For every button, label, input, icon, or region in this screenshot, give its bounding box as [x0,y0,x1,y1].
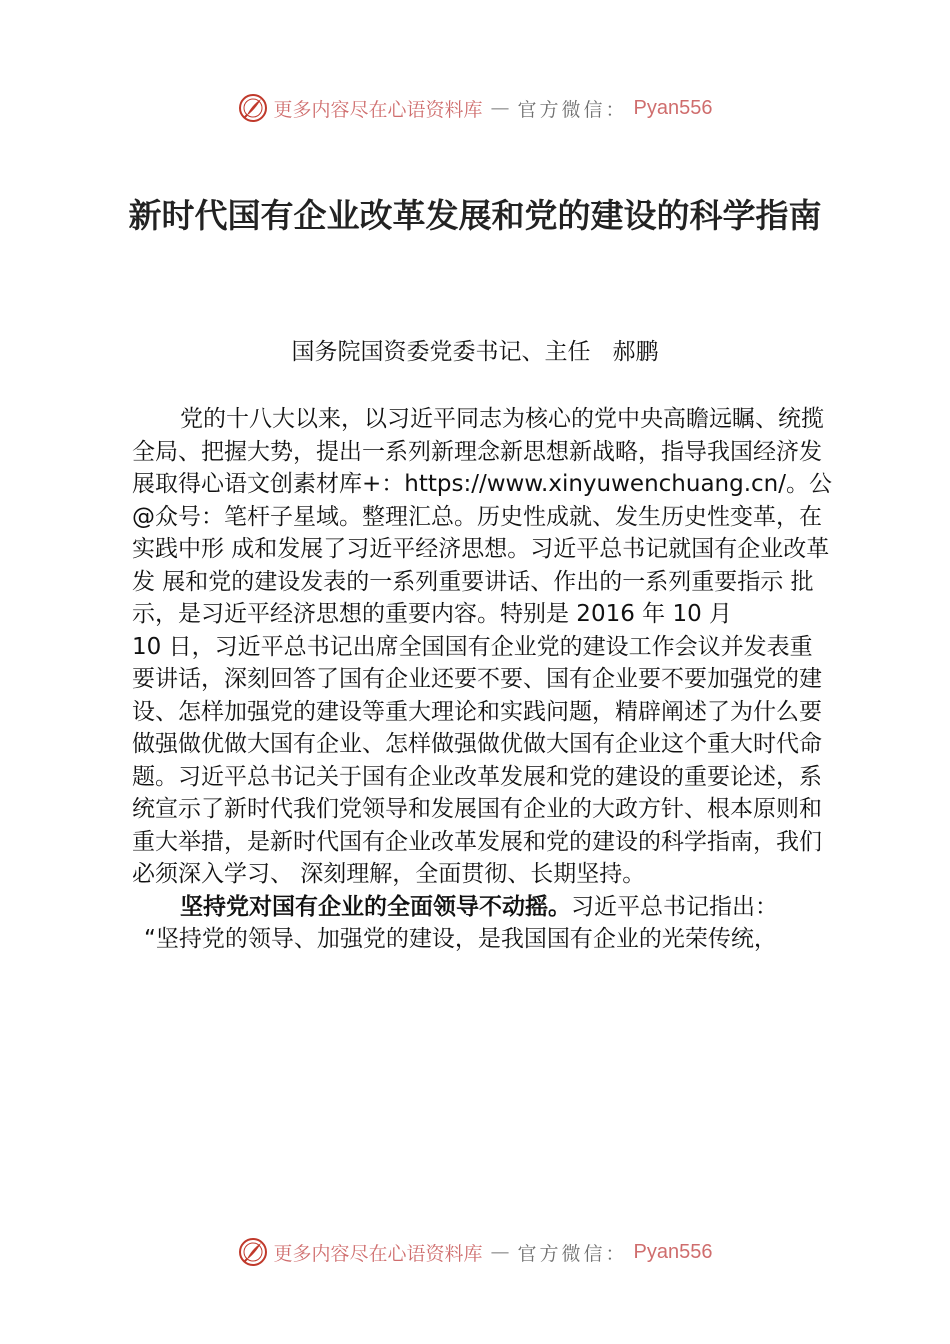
paragraph-2-heading: 坚持党对国有企业的全面领导不动摇。 [180,893,571,920]
page-title: 新时代国有企业改革发展和党的建设的科学指南 [128,196,822,235]
paragraph-3: “坚持党的领导、加强党的建设，是我国国有企业的光荣传统， [144,926,777,952]
feather-pen-logo-icon [238,1237,268,1267]
paragraph-2 [132,891,832,924]
author-line [0,334,950,370]
paragraph-2-text: 习近平总书记指出： [571,893,778,920]
watermark-text: 更多内容尽在心语资料库 [273,1242,483,1265]
paragraph-1b: 10 日，习近平总书记出席全国国有企业党的建设工作会议并发表重要讲话，深刻回答了国有企业还要不要、国有企业要不要加强党的建设、怎样加强党的建设等重大理论和实践问题，精辟阐述了为什么要做强做优做大国有企业、怎样做强做优做大国有企业这个重大时代命题。习近平总书记关于国有企业改革发展和党的建设的重要论述，系统宣示了新时代我们党领导和发展国有企业的大政方针、根本原则和重大举措，是新时代国有企业改革发展和党的建设的科学指南，我们必须深入学习、 深刻理解，全面贯彻、长期坚持。 [132,633,822,887]
document-body [132,403,832,956]
author-name: 郝鹏 [612,339,659,365]
wechat-id: Pyan556 [633,1240,713,1263]
paragraph-1a: 党的十八大以来，以习近平同志为核心的党中央高瞻远瞩、统揽全局、把握大势，提出一系列新理念新思想新战略，指导我国经济发展取得心语文创素材库+：https://www.xinyuwenchuang.cn/。公@众号：笔杆子星域。整理汇总。历史性成就、发生历史性变革，在实践中形 成和发展了习近平经济思想。习近平总书记就国有企业改革发 展和党的建设发表的一系列重要讲话、作出的一系列重要指示 批示，是习近平经济思想的重要内容。特别是 2016 年 10 月 [132,406,833,627]
wechat-id: Pyan556 [633,96,713,119]
watermark-dash: — [490,1241,510,1263]
wechat-label: 官方微信： [517,98,628,121]
wechat-label: 官方微信： [517,1242,628,1265]
author-role: 国务院国资委党委书记、主任 [291,339,591,365]
watermark-text: 更多内容尽在心语资料库 [273,98,483,121]
feather-pen-logo-icon [238,93,268,123]
watermark-dash: — [490,97,510,119]
footer-watermark-banner [0,1232,950,1272]
header-watermark-banner [0,88,950,128]
